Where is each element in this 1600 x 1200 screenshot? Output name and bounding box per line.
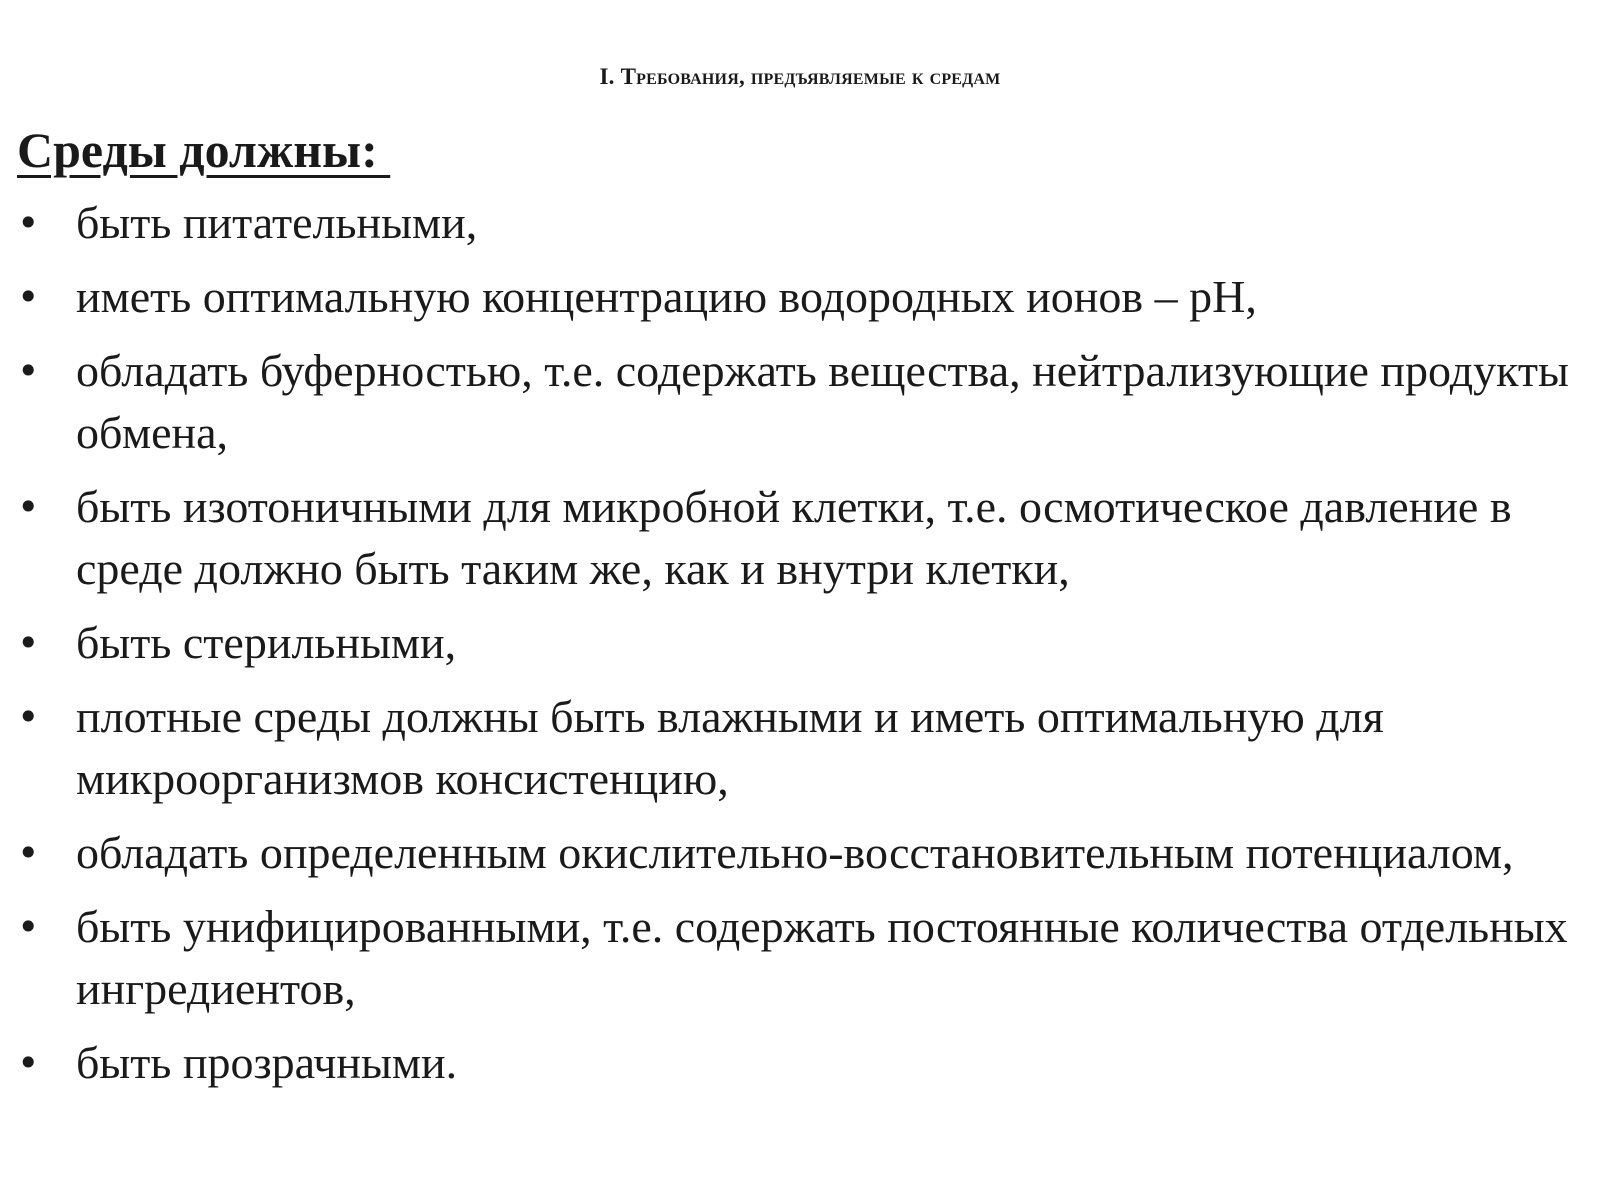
bullet-icon: •: [17, 905, 40, 949]
list-item: [17, 266, 1587, 328]
list-item: [17, 192, 1587, 254]
list-item-text: быть прозрачными.: [76, 1037, 458, 1088]
list-item-text: быть питательными,: [76, 197, 478, 248]
section-heading: Среды должны:: [17, 122, 391, 178]
list-item-text: быть стерильными,: [76, 617, 457, 668]
list-item: [17, 340, 1587, 464]
list-item-text: иметь оптимальную концентрацию водородных ионов – pH,: [76, 271, 1257, 322]
bullet-icon: •: [17, 831, 40, 875]
bullet-icon: •: [17, 275, 40, 319]
list-item-text: обладать буферностью, т.е. содержать вещества, нейтрализующие продукты обмена,: [76, 345, 1569, 458]
bullet-icon: •: [17, 621, 40, 665]
list-item-text: плотные среды должны быть влажными и иметь оптимальную для микроорганизмов консистенцию,: [76, 691, 1384, 804]
list-item-text: быть унифицированными, т.е. содержать постоянные количества отдельных ингредиентов,: [76, 901, 1568, 1014]
slide-title: I. Требования, предъявляемые к средам: [599, 64, 1001, 89]
requirements-list: [17, 192, 1587, 1106]
list-item: [17, 822, 1587, 884]
list-item: [17, 476, 1587, 600]
bullet-icon: •: [17, 1041, 40, 1085]
bullet-icon: •: [17, 349, 40, 393]
bullet-icon: •: [17, 201, 40, 245]
bullet-icon: •: [17, 485, 40, 529]
list-item-text: быть изотоничными для микробной клетки, т.е. осмотическое давление в среде должно быть таким же, как и внутри клетки,: [76, 481, 1512, 594]
list-item: [17, 1032, 1587, 1094]
list-item: [17, 686, 1587, 810]
bullet-icon: •: [17, 695, 40, 739]
list-item: [17, 612, 1587, 674]
list-item: [17, 896, 1587, 1020]
list-item-text: обладать определенным окислительно-восстановительным потенциалом,: [76, 827, 1514, 878]
